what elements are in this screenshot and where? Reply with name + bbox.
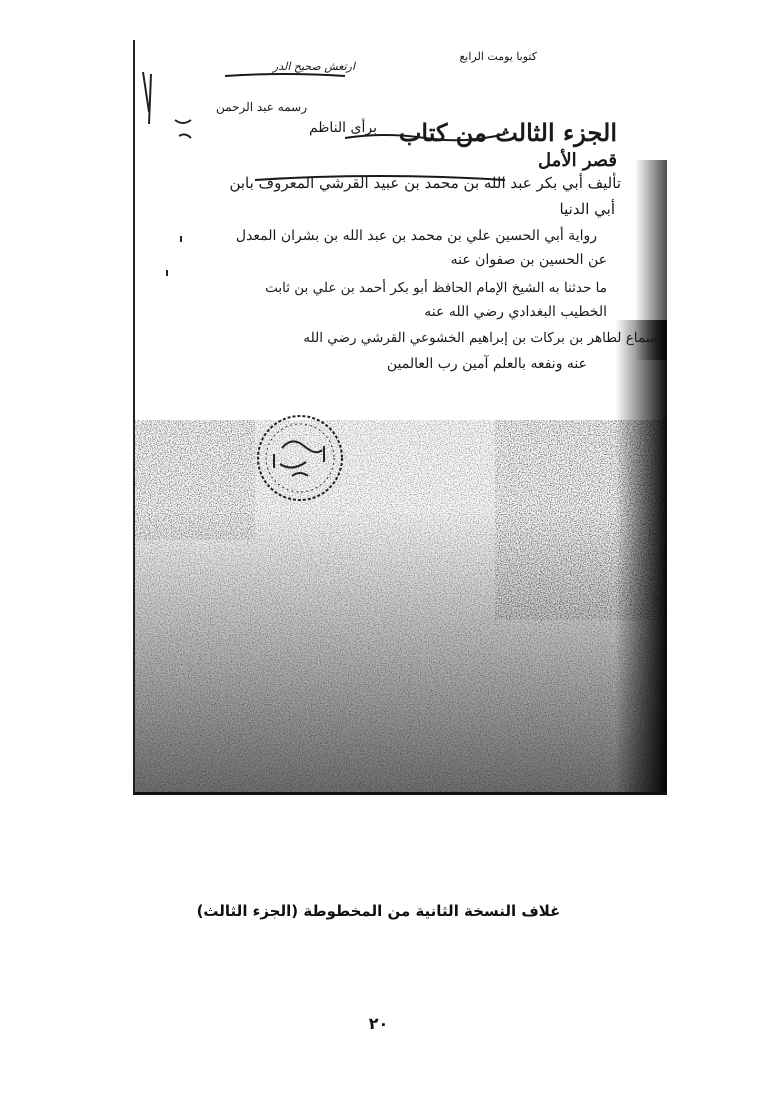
manuscript-narration-line-2: عن الحسين بن صفوان عنه <box>450 252 607 268</box>
manuscript-narration-line: رواية أبي الحسين علي بن محمد بن عبد الله بن بشران المعدل <box>235 228 597 244</box>
manuscript-audition-line: سماع لطاهر بن بركات بن إبراهيم الخشوعي القرشي رضي الله <box>303 330 657 346</box>
manuscript-book-name: قصر الأمل <box>538 150 617 171</box>
manuscript-owner-note: رسمه عبد الرحمن <box>215 100 307 114</box>
manuscript-top-note: كتوبا يومت الرابع <box>459 50 537 63</box>
manuscript-author-line-2: أبي الدنيا <box>559 200 615 218</box>
manuscript-image <box>133 40 667 795</box>
figure-caption: غلاف النسخة الثانية من المخطوطة (الجزء الثالث) <box>196 902 561 920</box>
manuscript-corner-note: ارتعش صحيح الدر <box>272 60 355 73</box>
manuscript-audition-line-2: عنه ونفعه بالعلم آمين رب العالمين <box>386 356 587 372</box>
manuscript-title: الجزء الثالث من كتاب <box>398 118 617 147</box>
page-number: ٢٠ <box>368 1014 389 1033</box>
manuscript-chain-line: ما حدثنا به الشيخ الإمام الحافظ أبو بكر أحمد بن علي بن ثابت <box>265 280 607 296</box>
manuscript-chain-line-2: الخطيب البغدادي رضي الله عنه <box>424 304 607 320</box>
manuscript-side-note: برأى الناظم <box>308 120 377 136</box>
manuscript-author-line: تأليف أبي بكر عبد الله بن محمد بن عبيد القرشي المعروف بابن <box>229 174 621 192</box>
